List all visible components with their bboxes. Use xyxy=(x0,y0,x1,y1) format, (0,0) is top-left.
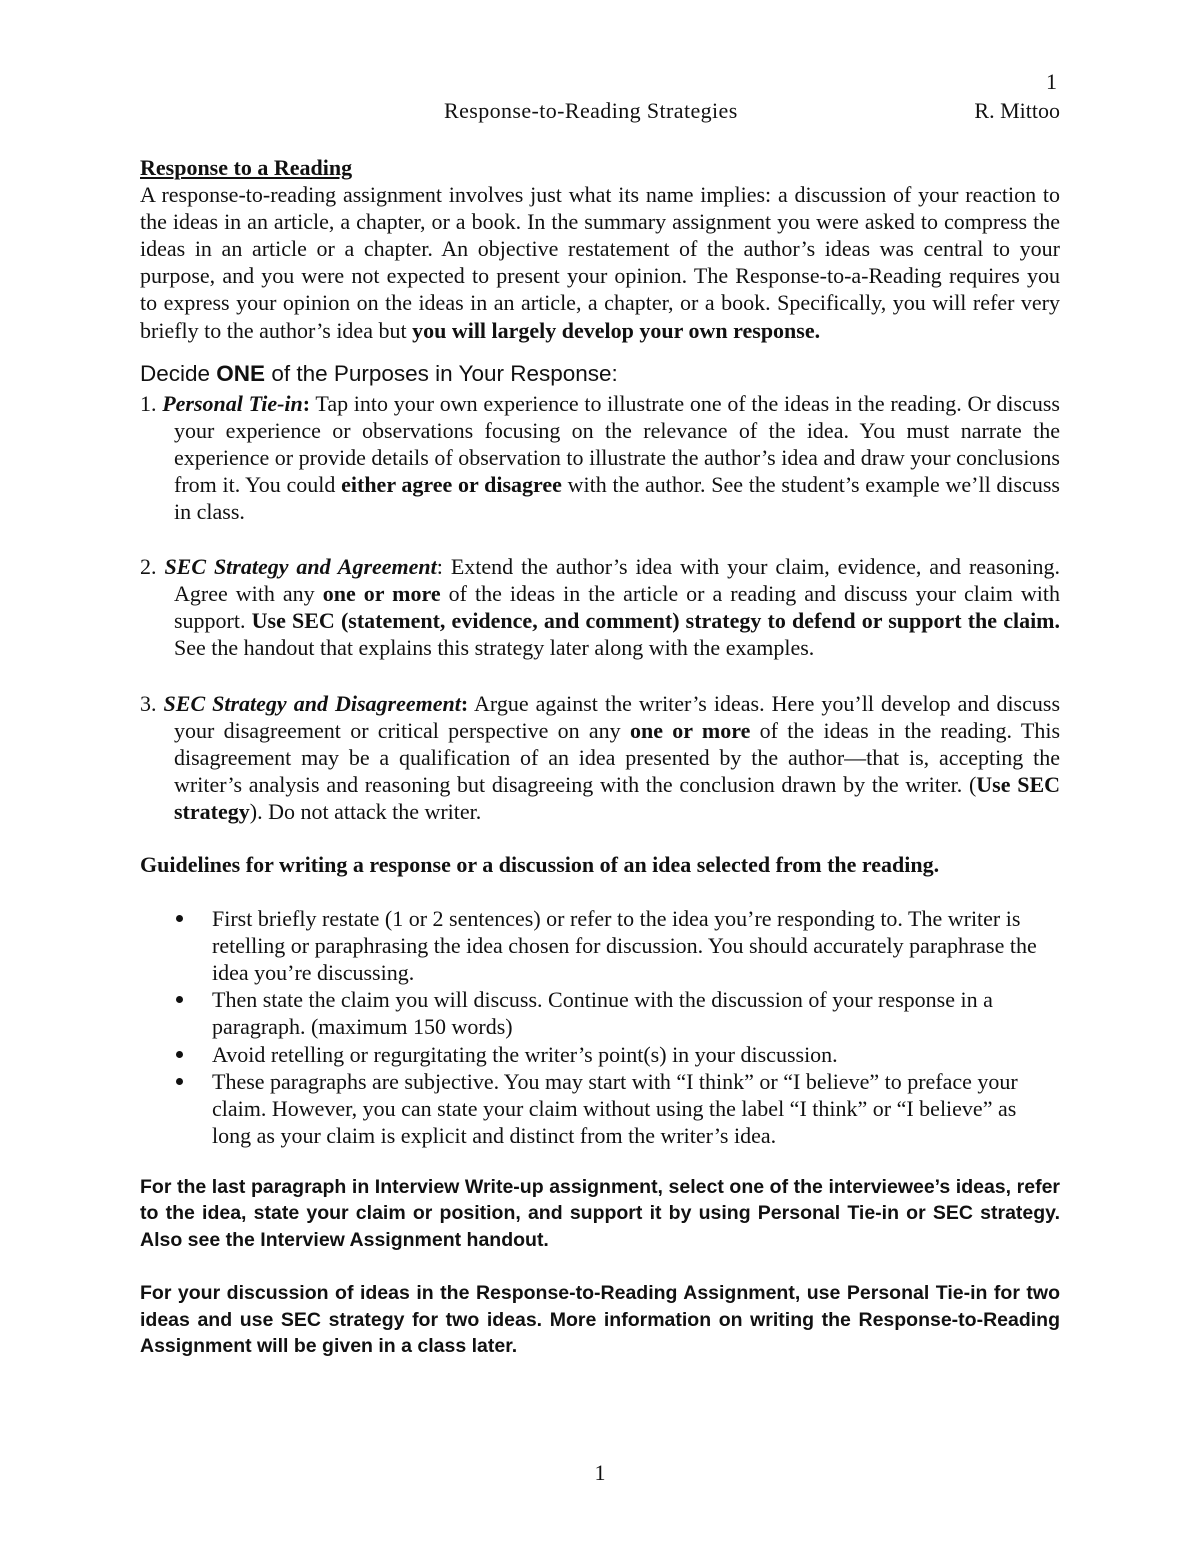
bullet-icon xyxy=(176,1051,183,1058)
page-number-top: 1 xyxy=(1046,69,1057,94)
purpose-colon: : xyxy=(460,690,469,716)
list-item-text: First briefly restate (1 or 2 sentences) or refer to the idea you’re responding to. The writer is retelling or paraphrasing the idea chosen for discussion. You should accurately paraphrase the idea you’re discussing. xyxy=(212,906,1037,986)
purpose-colon: : xyxy=(302,390,311,416)
purpose-number: 2. xyxy=(140,554,165,580)
bullet-icon xyxy=(176,996,183,1003)
purpose-bold-text: Use SEC strategy xyxy=(174,771,1061,824)
list-item xyxy=(140,986,1060,1040)
purpose-title: SEC Strategy and Disagreement xyxy=(163,690,461,716)
list-item xyxy=(140,1041,1060,1068)
interview-note: For the last paragraph in Interview Write-up assignment, select one of the interviewee’s ideas, refer to the idea, state your claim or position, and support it by using Personal Tie-in or SEC strategy. Also see the Interview Assignment handout. xyxy=(140,1175,1060,1251)
document-title: Response-to-Reading Strategies xyxy=(444,98,738,123)
list-item xyxy=(140,1068,1060,1149)
guidelines-heading: Guidelines for writing a response or a discussion of an idea selected from the reading. xyxy=(140,851,940,877)
bullet-icon xyxy=(176,915,183,922)
purpose-text: Extend the author’s idea with your claim, evidence, and reasoning. Agree with any xyxy=(174,554,1061,607)
list-item-text: Then state the claim you will discuss. Continue with the discussion of your response in a paragraph. (maximum 150 words) xyxy=(212,987,993,1040)
purpose-bold-text: one or more xyxy=(322,581,441,607)
purpose-item xyxy=(140,553,1060,661)
author-name: R. Mittoo xyxy=(974,98,1060,123)
purpose-number: 1. xyxy=(140,390,163,416)
purpose-item xyxy=(140,690,1060,825)
document-body xyxy=(140,154,1060,1359)
purpose-text: ). Do not attack the writer. xyxy=(249,798,482,824)
purposes-heading-emphasis: ONE xyxy=(216,360,266,386)
purpose-text: of the ideas in the article or a reading and discuss your claim with support. xyxy=(174,581,1061,634)
bullet-icon xyxy=(176,1078,183,1085)
purpose-bold-text: Use SEC (statement, evidence, and comment) strategy to defend or support the claim. xyxy=(251,608,1061,634)
purposes-heading-pre: Decide xyxy=(140,360,217,386)
purposes-heading-post: of the Purposes in Your Response: xyxy=(265,360,618,386)
intro-bold-text: you will largely develop your own response. xyxy=(412,317,821,343)
guidelines-list xyxy=(140,905,1060,1149)
list-item-text: These paragraphs are subjective. You may start with “I think” or “I believe” to preface your claim. However, you can state your claim without using the label “I think” or “I believe” as long as your claim is explicit and distinct from the writer’s idea. xyxy=(212,1068,1018,1148)
assignment-note: For your discussion of ideas in the Response-to-Reading Assignment, use Personal Tie-in for two ideas and use SEC strategy for two ideas. More information on writing the Response-to-Reading Assignment will be given in a class later. xyxy=(140,1282,1060,1357)
purpose-item xyxy=(140,390,1060,525)
list-item-text: Avoid retelling or regurgitating the writer’s point(s) in your discussion. xyxy=(212,1041,838,1067)
purpose-text: Argue against the writer’s ideas. Here you’ll develop and discuss your disagreement or critical perspective on any xyxy=(174,690,1060,743)
purpose-number: 3. xyxy=(140,690,164,716)
purpose-bold-text: one or more xyxy=(629,717,751,743)
intro-paragraph xyxy=(140,181,1060,344)
purpose-text: See the handout that explains this strategy later along with the examples. xyxy=(174,635,815,661)
purpose-text: with the author. See the student’s example we’ll discuss in class. xyxy=(174,471,1060,525)
purpose-text: Tap into your own experience to illustrate one of the ideas in the reading. Or discuss your experience or observations focusing on the relevance of the idea. You must narrate the experience or provide details of observation to illustrate the author’s idea and draw your conclusions from it. You could xyxy=(174,390,1060,497)
purpose-colon: : xyxy=(436,554,443,580)
purpose-title: Personal Tie-in xyxy=(162,390,303,416)
purposes-heading xyxy=(140,360,1060,388)
intro-text: A response-to-reading assignment involves just what its name implies: a discussion of your reaction to the ideas in an article, a chapter, or a book. In the summary assignment you were asked to compress the ideas in an article or a chapter. An objective restatement of the author’s ideas was central to your purpose, and you were not expected to present your opinion. The Response-to-a-Reading requires you to express your opinion on the ideas in an article, a chapter, or a book. Specifically, you will refer very briefly to the author’s idea but xyxy=(140,182,1060,343)
purpose-title: SEC Strategy and Agreement xyxy=(164,554,437,580)
section-title: Response to a Reading xyxy=(140,155,353,180)
purpose-bold-text: either agree or disagree xyxy=(341,471,562,497)
page-number-bottom: 1 xyxy=(594,1460,606,1485)
list-item xyxy=(140,905,1060,986)
purpose-text: of the ideas in the reading. This disagreement may be a qualification of an idea presented by the author—that is, accepting the writer’s analysis and reasoning but disagreeing with the conclusion drawn by the writer. ( xyxy=(174,717,1060,797)
